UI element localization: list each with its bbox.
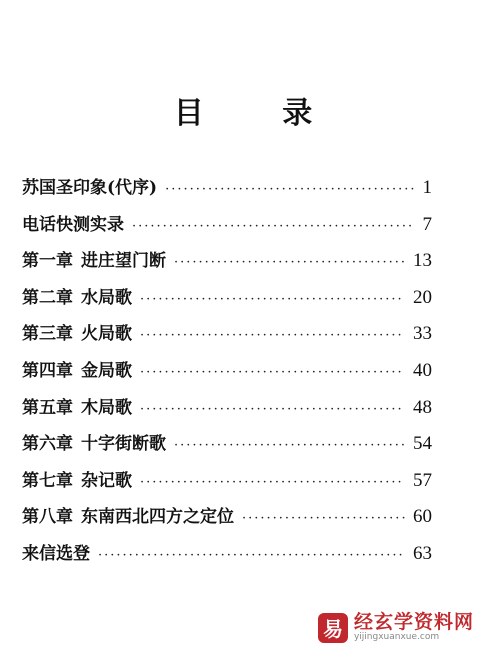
toc-entry[interactable] [22, 536, 432, 573]
dot-leader [140, 392, 405, 429]
toc-entry-page: 40 [413, 359, 432, 381]
toc-entry[interactable] [22, 390, 432, 427]
toc-entry[interactable] [22, 463, 432, 500]
toc-entry[interactable] [22, 243, 432, 280]
toc-entry[interactable] [22, 170, 432, 207]
toc-entry-title: 水局歌 [81, 287, 132, 308]
dot-leader [242, 501, 405, 538]
toc-entry-title: 火局歌 [81, 324, 132, 345]
toc-entry-page: 54 [413, 433, 432, 455]
toc-entry-title: 金局歌 [81, 360, 132, 381]
toc-entry[interactable] [22, 353, 432, 390]
dot-leader [140, 282, 405, 319]
dot-leader [165, 172, 414, 209]
dot-leader [174, 245, 405, 282]
toc-entry-page: 20 [413, 286, 432, 308]
toc-entry-chapter: 第一章 [22, 251, 73, 272]
dot-leader [98, 538, 405, 575]
toc-entry-title: 苏国圣印象(代序) [22, 178, 158, 198]
toc-entry-page: 1 [422, 177, 432, 198]
toc-entry-page: 13 [413, 250, 432, 272]
site-watermark [318, 612, 474, 643]
toc-entry-title: 杂记歌 [81, 470, 132, 491]
page-title: 目 录 [173, 96, 347, 131]
dot-leader [140, 355, 405, 392]
toc-entry[interactable] [22, 499, 432, 536]
toc-entry-chapter: 第五章 [22, 397, 73, 418]
watermark-url: yijingxuanxue.com [353, 632, 440, 643]
toc-entry-title: 十字街断歌 [81, 434, 166, 455]
dot-leader [174, 428, 405, 465]
toc-entry-chapter: 第三章 [22, 324, 73, 345]
toc-entry-page: 63 [413, 542, 432, 564]
toc-entry-title: 来信选登 [22, 543, 90, 564]
toc-entry-title: 东南西北四方之定位 [81, 507, 234, 528]
toc-entry-chapter: 第八章 [22, 507, 73, 528]
toc-entry-page: 7 [422, 213, 432, 235]
dot-leader [140, 318, 405, 355]
toc-entry-page: 57 [413, 469, 432, 491]
watermark-name: 经玄学资料网 [353, 611, 474, 634]
toc-entry-title: 木局歌 [81, 397, 132, 418]
toc-entry[interactable] [22, 316, 432, 353]
toc-entry[interactable] [22, 280, 432, 317]
toc-entry[interactable] [22, 207, 432, 244]
dot-leader [132, 209, 414, 246]
watermark-logo-icon: 易 [318, 613, 348, 643]
toc-entry-chapter: 第二章 [22, 287, 73, 308]
toc-entry-title: 进庄望门断 [81, 251, 166, 272]
toc-entry-page: 48 [413, 396, 432, 418]
toc-entry-chapter: 第四章 [22, 360, 73, 381]
table-of-contents [22, 170, 432, 573]
toc-entry-title: 电话快测实录 [22, 214, 124, 235]
toc-entry[interactable] [22, 426, 432, 463]
toc-entry-page: 33 [413, 323, 432, 345]
toc-entry-page: 60 [413, 506, 432, 528]
dot-leader [140, 465, 405, 502]
toc-entry-chapter: 第六章 [22, 434, 73, 455]
toc-entry-chapter: 第七章 [22, 470, 73, 491]
